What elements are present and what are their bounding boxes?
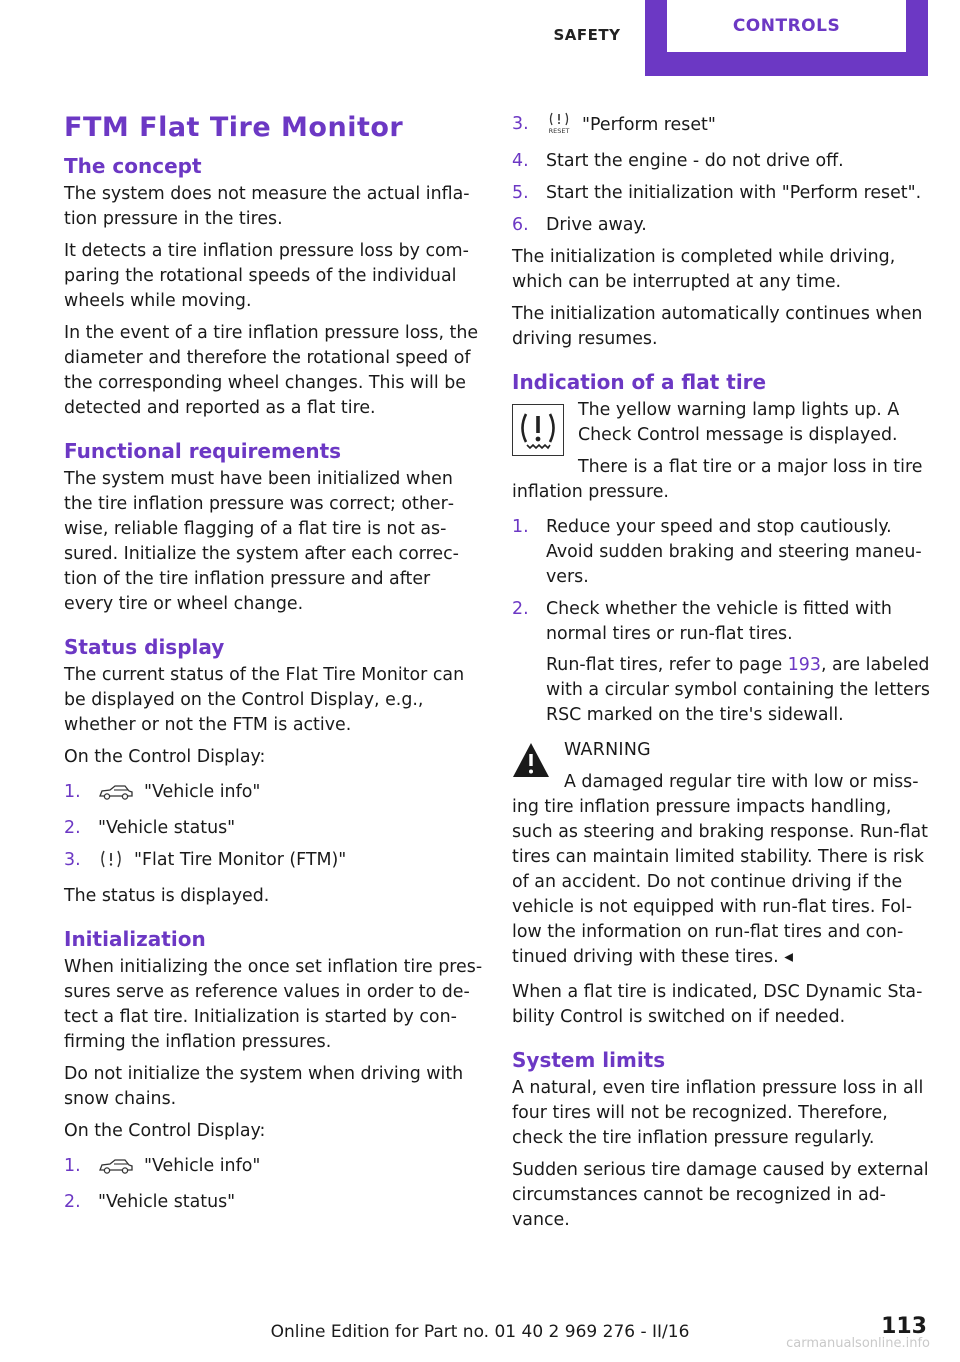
list-item (64, 780, 484, 809)
tire-reset-icon (546, 112, 572, 142)
car-icon (98, 1157, 134, 1183)
concept-paragraph-2: It detects a tire inflation pressure loss by comparing the rotational speeds of the individual wheels while moving. (64, 241, 469, 311)
svg-text:RESET: RESET (548, 127, 570, 134)
list-item (64, 1190, 484, 1215)
status-paragraph-2: On the Control Display: (64, 747, 266, 767)
step-text: Drive away. (546, 215, 647, 235)
step-number: 3. (512, 114, 529, 134)
limits-paragraph-2: Sudden serious tire damage caused by external circumstances cannot be recognized in advance. (512, 1160, 929, 1230)
init-paragraph-3: On the Control Display: (64, 1121, 266, 1141)
step-number: 4. (512, 151, 529, 171)
init-paragraph-1: When initializing the once set inflation tire pressures serve as reference values in order to detect a flat tire. Initialization is started by confirming the inflation pressures. (64, 957, 483, 1052)
flat-paragraph-2: There is a flat tire or a major loss in tire inflation pressure. (512, 457, 923, 502)
warning-label: WARNING (564, 740, 651, 760)
list-item (64, 1154, 484, 1183)
heading-system-limits: System limits (512, 1048, 666, 1072)
end-mark-icon: ◂ (784, 947, 793, 967)
tab-controls[interactable] (645, 0, 928, 76)
functional-paragraph: The system must have been initialized when the tire inflation pressure was correct; otherwise, reliable flagging of a flat tire is not assured. Initialize the system after each correction of the tire inflation pressure and after every tire or wheel change. (64, 469, 459, 614)
heading-concept: The concept (64, 154, 202, 178)
step-text: "Flat Tire Monitor (FTM)" (134, 850, 347, 870)
list-item (512, 112, 932, 142)
step-number: 5. (512, 183, 529, 203)
init-steps-right (512, 112, 932, 238)
flat-steps (512, 515, 932, 728)
warning-block (512, 738, 932, 970)
run-flat-note (546, 653, 932, 728)
limits-paragraph-1: A natural, even tire inflation pressure loss in all four tires will not be recognized. Therefore, check the tire inflation pressure regularly. (512, 1078, 924, 1148)
step-number: 2. (64, 1192, 81, 1212)
list-item (512, 149, 932, 174)
step-text: "Vehicle status" (98, 1192, 236, 1212)
run-flat-note-a: Run-flat tires, refer to page (546, 655, 788, 675)
list-item (64, 816, 484, 841)
step-text: "Vehicle info" (144, 782, 261, 802)
status-paragraph-3: The status is displayed. (64, 886, 270, 906)
step-number: 1. (64, 1156, 81, 1176)
status-paragraph-1: The current status of the Flat Tire Monitor can be displayed on the Control Display, e.g., whether or not the FTM is active. (64, 665, 465, 735)
step-text: "Vehicle info" (144, 1156, 261, 1176)
heading-status-display: Status display (64, 635, 225, 659)
chapter-tabs (529, 0, 928, 76)
step-number: 1. (64, 782, 81, 802)
heading-initialization: Initialization (64, 927, 206, 951)
step-number: 2. (64, 818, 81, 838)
step-number: 2. (512, 599, 529, 619)
list-item (64, 848, 484, 877)
init-paragraph-2: Do not initialize the system when driving with snow chains. (64, 1064, 464, 1109)
run-flat-note-b: , are labeled with a circular symbol containing the letters RSC marked on the tire's sidewall. (546, 655, 930, 725)
tab-safety[interactable]: SAFETY (553, 26, 621, 44)
step-text: Start the initialization with "Perform reset". (546, 183, 922, 203)
list-item (512, 597, 932, 728)
warning-body: A damaged regular tire with low or missing tire inflation pressure impacts handling, such as steering and braking response. Run-flat tires can maintain limited stability. There is risk of an accident. Do not continue driving if the vehicle is not equipped with run-flat tires. Follow the information on run-flat tires and continued driving with these tires. (512, 772, 928, 967)
concept-paragraph-1: The system does not measure the actual inflation pressure in the tires. (64, 184, 470, 229)
flat-paragraph-1: The yellow warning lamp lights up. A Check Control message is displayed. (578, 400, 900, 445)
step-text: Start the engine - do not drive off. (546, 151, 844, 171)
init-steps-left (64, 1154, 484, 1215)
step-text: Check whether the vehicle is fitted with normal tires or run-flat tires. (546, 599, 892, 644)
car-icon (98, 783, 134, 809)
tire-warning-icon (98, 849, 124, 877)
list-item (512, 181, 932, 206)
step-number: 3. (64, 850, 81, 870)
right-column (512, 108, 932, 1240)
warning-lamp-block (512, 398, 932, 505)
heading-indication-flat-tire: Indication of a flat tire (512, 370, 767, 394)
page-title: FTM Flat Tire Monitor (64, 112, 404, 143)
dsc-paragraph: When a flat tire is indicated, DSC Dynamic Stability Control is switched on if needed. (512, 982, 923, 1027)
warning-lamp-icon (512, 404, 564, 456)
watermark: carmanualsonline.info (786, 1336, 930, 1351)
init-paragraph-5: The initialization automatically continues when driving resumes. (512, 304, 923, 349)
step-number: 1. (512, 517, 529, 537)
caution-icon (512, 742, 550, 778)
warning-text (512, 770, 932, 970)
left-column (64, 108, 484, 1222)
page-number: 113 (881, 1314, 927, 1339)
step-text: Reduce your speed and stop cautiously. Avoid sudden braking and steering maneuvers. (546, 517, 922, 587)
list-item (512, 515, 932, 590)
heading-functional-requirements: Functional requirements (64, 439, 342, 463)
step-number: 6. (512, 215, 529, 235)
list-item (512, 213, 932, 238)
step-text: "Perform reset" (582, 115, 716, 135)
tab-controls-label: CONTROLS (667, 0, 906, 52)
page-link[interactable]: 193 (787, 655, 821, 675)
status-steps (64, 780, 484, 877)
step-text: "Vehicle status" (98, 818, 236, 838)
footer-edition: Online Edition for Part no. 01 40 2 969 276 - II/16 (270, 1322, 690, 1342)
concept-paragraph-3: In the event of a tire inflation pressure loss, the diameter and therefore the rotational speed of the corresponding wheel changes. This will be detected and reported as a flat tire. (64, 323, 479, 418)
init-paragraph-4: The initialization is completed while driving, which can be interrupted at any time. (512, 247, 896, 292)
